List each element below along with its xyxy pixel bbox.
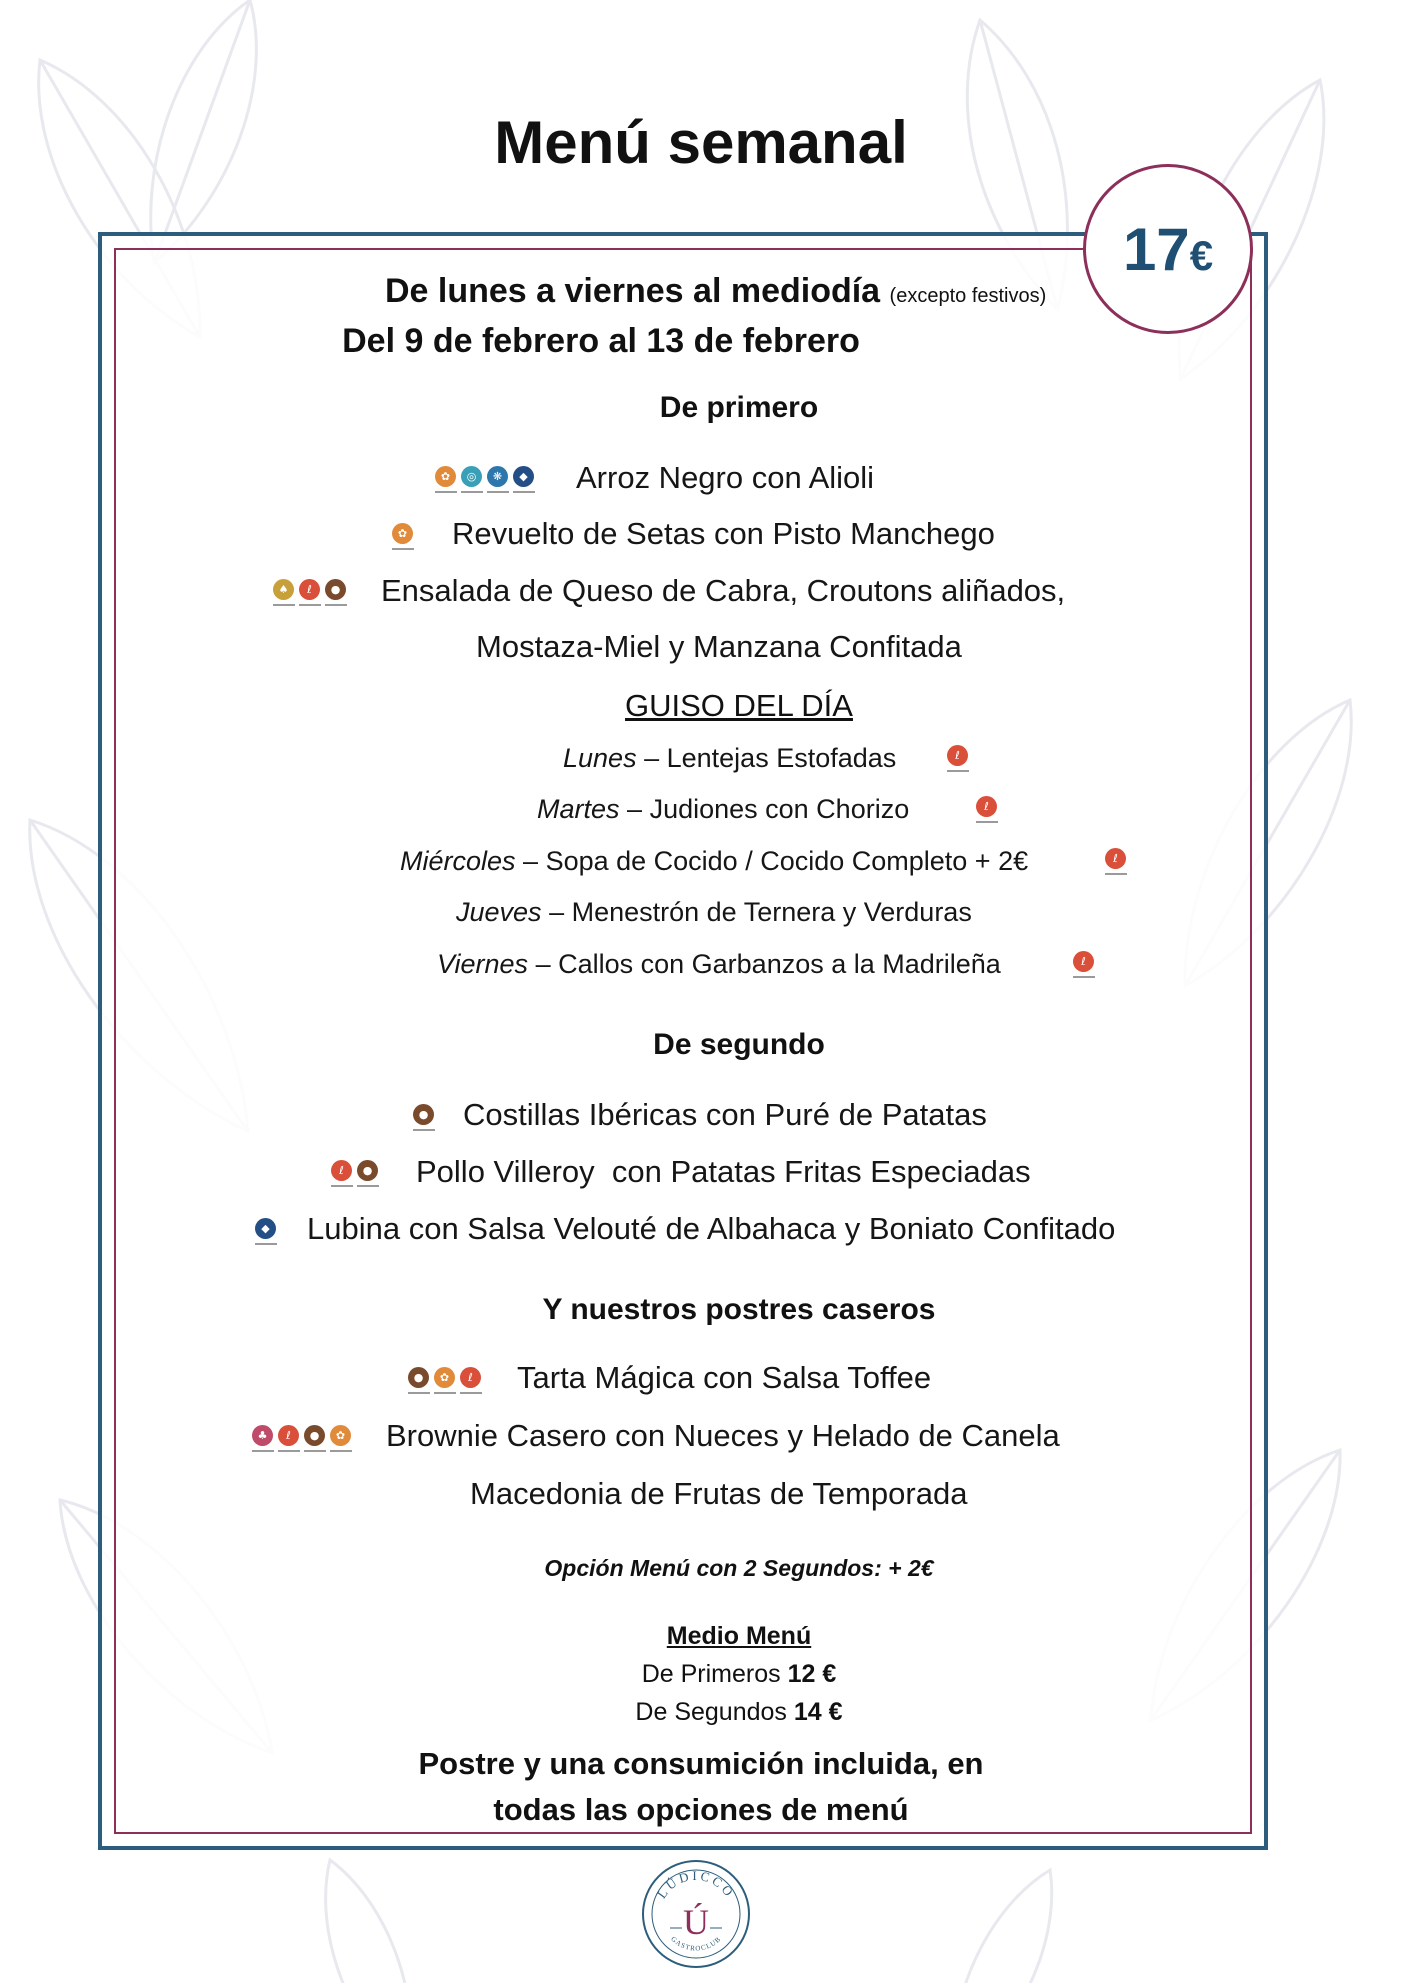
schedule-dates: Del 9 de febrero al 13 de febrero xyxy=(342,322,860,360)
allergen-icons-pollo xyxy=(331,1160,379,1190)
fish-icon: ◆ xyxy=(513,466,535,496)
dish-dessert-1: Tarta Mágica con Salsa Toffee xyxy=(517,1360,932,1395)
stew-heading: GUISO DEL DÍA xyxy=(625,688,853,723)
egg-icon: ✿ xyxy=(392,523,414,553)
page-title: Menú semanal xyxy=(494,109,908,176)
stew-monday: Lunes – Lentejas Estofadas xyxy=(563,743,897,773)
dish-second-2: Pollo Villeroy con Patatas Fritas Especiadas xyxy=(416,1154,1031,1189)
stew-day: Lunes xyxy=(563,743,637,773)
logo-tagline: GASTROCLUB xyxy=(669,1934,723,1953)
allergen-icons-arroz xyxy=(435,466,535,496)
option-two-seconds: Opción Menú con 2 Segundos: + 2€ xyxy=(544,1555,934,1581)
egg-icon: ✿ xyxy=(330,1425,352,1455)
dish-second-1: Costillas Ibéricas con Puré de Patatas xyxy=(463,1097,987,1132)
stew-dish: Menestrón de Ternera y Verduras xyxy=(571,897,972,927)
stew-day: Viernes xyxy=(437,949,529,979)
allergen-icons-revuelto xyxy=(392,523,414,553)
stew-dish: Sopa de Cocido / Cocido Completo + 2€ xyxy=(545,846,1029,876)
dish-dessert-2: Brownie Casero con Nueces y Helado de Canela xyxy=(386,1418,1060,1453)
allergen-icons-brownie xyxy=(252,1425,352,1455)
schedule-line xyxy=(385,272,1046,311)
first-course-heading: De primero xyxy=(659,391,819,424)
dairy-icon: ● xyxy=(408,1367,430,1397)
egg-icon: ✿ xyxy=(434,1367,456,1397)
gluten-icon: ℓ xyxy=(331,1160,353,1190)
logo-brand: LÚDICCO xyxy=(653,1868,739,1902)
allergen-icons-lunes xyxy=(947,745,969,775)
price-badge xyxy=(1083,164,1253,334)
half-menu-second-label: De Segundos xyxy=(635,1698,787,1726)
half-menu-second xyxy=(38,1698,1402,1727)
allergen-icons-ensalada xyxy=(273,579,347,609)
dairy-icon: ℓ xyxy=(299,579,321,609)
dish-first-3-cont: Mostaza-Miel y Manzana Confitada xyxy=(476,629,962,664)
price-currency: € xyxy=(1189,232,1214,279)
stew-dish: Callos con Garbanzos a la Madrileña xyxy=(558,949,1001,979)
half-menu-first xyxy=(38,1660,1402,1689)
ludicco-logo xyxy=(640,1858,752,1970)
gluten-icon: ℓ xyxy=(1073,951,1095,981)
desserts-heading: Y nuestros postres caseros xyxy=(542,1293,936,1326)
stew-thursday: Jueves – Menestrón de Ternera y Verduras xyxy=(456,897,972,927)
dairy-icon: ● xyxy=(304,1425,326,1455)
logo-initial: Ú xyxy=(683,1902,709,1942)
crustacean-icon: ❋ xyxy=(487,466,509,496)
mollusc-icon: ◎ xyxy=(461,466,483,496)
gluten-icon: ℓ xyxy=(947,745,969,775)
schedule-note: (excepto festivos) xyxy=(889,285,1047,307)
half-menu-first-label: De Primeros xyxy=(641,1660,781,1688)
allergen-icons-lubina xyxy=(255,1218,277,1248)
closing-note xyxy=(0,1741,1402,1833)
stew-wednesday: Miércoles – Sopa de Cocido / Cocido Completo + 2€ xyxy=(400,846,1029,876)
allergen-icons-tarta xyxy=(408,1367,482,1397)
stew-tuesday: Martes – Judiones con Chorizo xyxy=(537,794,910,824)
stew-day: Martes xyxy=(537,794,620,824)
stew-friday: Viernes – Callos con Garbanzos a la Madrileña xyxy=(437,949,1001,979)
mustard-icon: ● xyxy=(325,579,347,609)
stew-dish: Lentejas Estofadas xyxy=(666,743,897,773)
closing-line-2: todas las opciones de menú xyxy=(493,1792,909,1827)
egg-icon: ✿ xyxy=(435,466,457,496)
gluten-icon: ℓ xyxy=(1105,848,1127,878)
half-menu-second-price: 14 € xyxy=(793,1698,843,1726)
dish-first-1: Arroz Negro con Alioli xyxy=(576,460,875,495)
dish-dessert-3: Macedonia de Frutas de Temporada xyxy=(470,1476,968,1511)
mustard-icon: ● xyxy=(357,1160,379,1190)
dish-first-2: Revuelto de Setas con Pisto Manchego xyxy=(452,516,995,551)
nuts-icon: ♣ xyxy=(252,1425,274,1455)
mustard-icon: ● xyxy=(413,1104,435,1134)
gluten-icon: ♠ xyxy=(273,579,295,609)
allergen-icons-viernes xyxy=(1073,951,1095,981)
gluten-icon: ℓ xyxy=(278,1425,300,1455)
gluten-icon: ℓ xyxy=(460,1367,482,1397)
stew-dish: Judiones con Chorizo xyxy=(649,794,910,824)
price-amount: 17 xyxy=(1122,215,1190,283)
allergen-icons-miercoles xyxy=(1105,848,1127,878)
half-menu-heading: Medio Menú xyxy=(666,1622,812,1650)
fish-icon: ◆ xyxy=(255,1218,277,1248)
half-menu-first-price: 12 € xyxy=(787,1660,837,1688)
dish-second-3: Lubina con Salsa Velouté de Albahaca y Boniato Confitado xyxy=(307,1211,1116,1246)
dish-first-3: Ensalada de Queso de Cabra, Croutons aliñados, xyxy=(381,573,1066,608)
gluten-icon: ℓ xyxy=(976,796,998,826)
allergen-icons-costillas xyxy=(413,1104,435,1134)
stew-day: Jueves xyxy=(456,897,542,927)
schedule-days: De lunes a viernes al mediodía xyxy=(385,272,881,310)
closing-line-1: Postre y una consumición incluida, en xyxy=(418,1746,984,1781)
stew-day: Miércoles xyxy=(400,846,516,876)
allergen-icons-martes xyxy=(976,796,998,826)
second-course-heading: De segundo xyxy=(653,1028,825,1061)
